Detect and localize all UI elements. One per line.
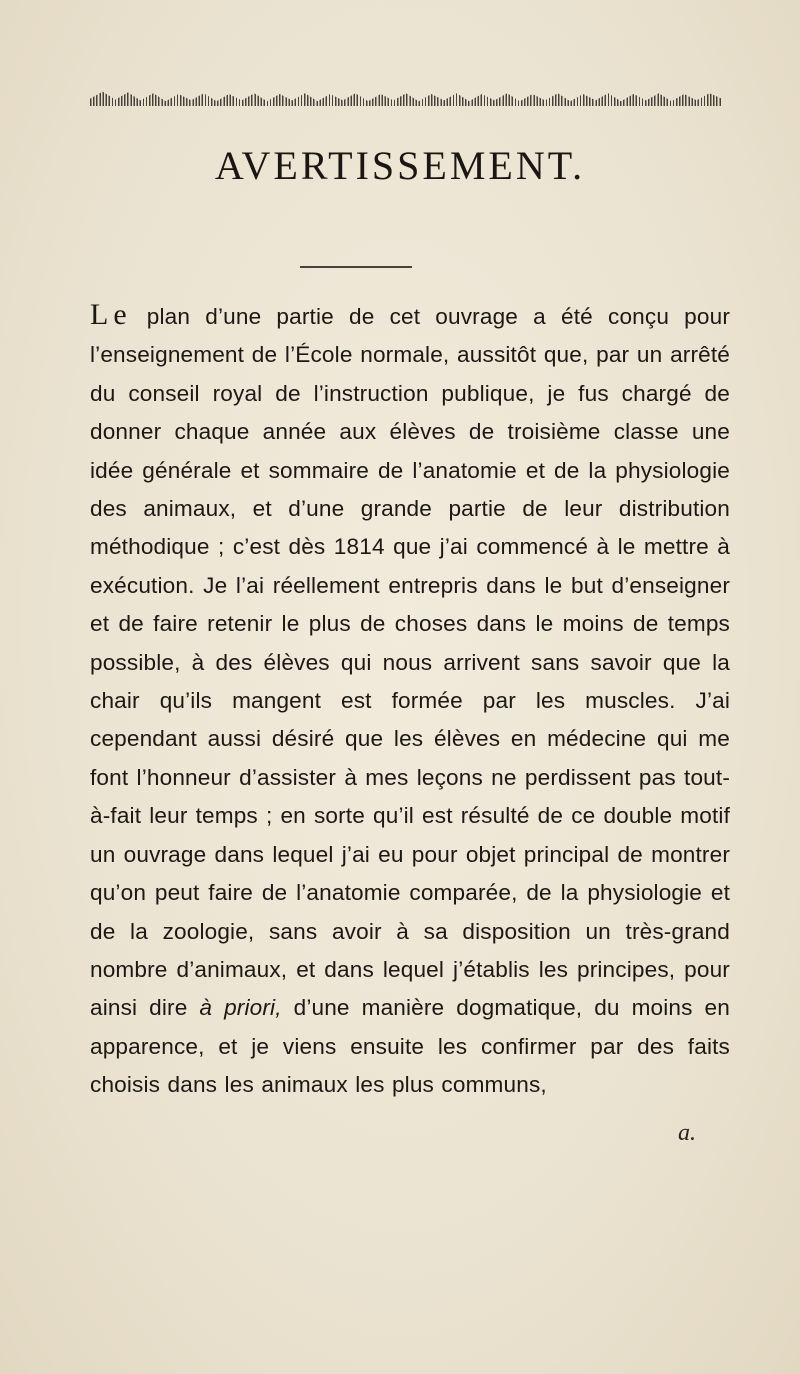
decorative-border: [90, 90, 722, 106]
body-text-main: plan d’une partie de cet ouvrage a été conçu pour l’enseignement de l’École normale, aussitôt que, par un arrêté du conseil royal de l’instruction publique, je fus chargé de donner chaque année aux élèves de troisième classe une idée générale et sommaire de l’anatomie et de la physiologie des animaux, et d’une grande partie de leur distribution méthodique ; c’est dès 1814 que j’ai commencé à le mettre à exécution. Je l’ai réellement entrepris dans le but d’enseigner et de faire retenir le plus de choses dans le moins de temps possible, à des élèves qui nous arrivent sans savoir que la chair qu’ils mangent est formée par les muscles. J’ai cependant aussi désiré que les élèves en médecine qui me font l’honneur d’assister à mes leçons ne perdissent pas tout-à-fait leur temps ; en sorte qu’il est résulté de ce double motif un ouvrage dans lequel j’ai eu pour objet principal de montrer qu’on peut faire de l’anatomie comparée, de la physiologie et de la zoologie, sans avoir à sa disposition un très-grand nombre d’animaux, et dans lequel j’établis les principes, pour ainsi dire: [90, 304, 731, 1021]
body-paragraph: [90, 296, 730, 1105]
italic-phrase: à priori,: [199, 995, 282, 1021]
body-text-end: d’une manière dogmatique, du moins en apparence, et je viens ensuite les confirmer par des faits choisis dans les animaux les plus communs,: [90, 995, 730, 1098]
dropcap: Le: [90, 298, 132, 331]
title-rule: [300, 266, 412, 268]
signature-mark: a.: [678, 1120, 696, 1146]
page-title: AVERTISSEMENT.: [214, 143, 586, 188]
